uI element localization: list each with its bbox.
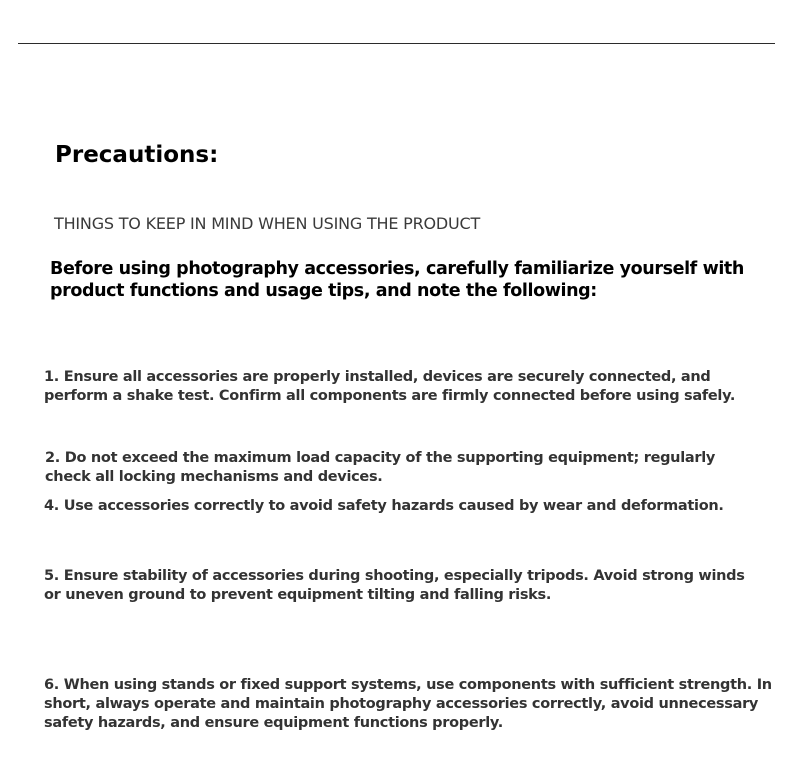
intro-paragraph: Before using photography accessories, carefully familiarize yourself with product functions and usage tips, and note the following: — [50, 259, 744, 301]
precaution-item: 1. Ensure all accessories are properly installed, devices are securely connected, and perform a shake test. Confirm all components are firmly connected before using safely. — [44, 369, 736, 404]
section-subtitle: THINGS TO KEEP IN MIND WHEN USING THE PRODUCT — [54, 214, 481, 233]
top-divider — [18, 43, 775, 44]
page-title: Precautions: — [55, 142, 219, 168]
precaution-item: 6. When using stands or fixed support systems, use components with sufficient strength. In short, always operate and maintain photography accessories correctly, avoid unnecessary safety hazards, and ensure equipment functions properly. — [44, 677, 772, 731]
precaution-item: 5. Ensure stability of accessories during shooting, especially tripods. Avoid strong winds or uneven ground to prevent equipment tilting and falling risks. — [44, 568, 745, 603]
precaution-item: 4. Use accessories correctly to avoid safety hazards caused by wear and deformation. — [44, 498, 724, 514]
precaution-item: 2. Do not exceed the maximum load capacity of the supporting equipment; regularly check all locking mechanisms and devices. — [45, 450, 716, 485]
